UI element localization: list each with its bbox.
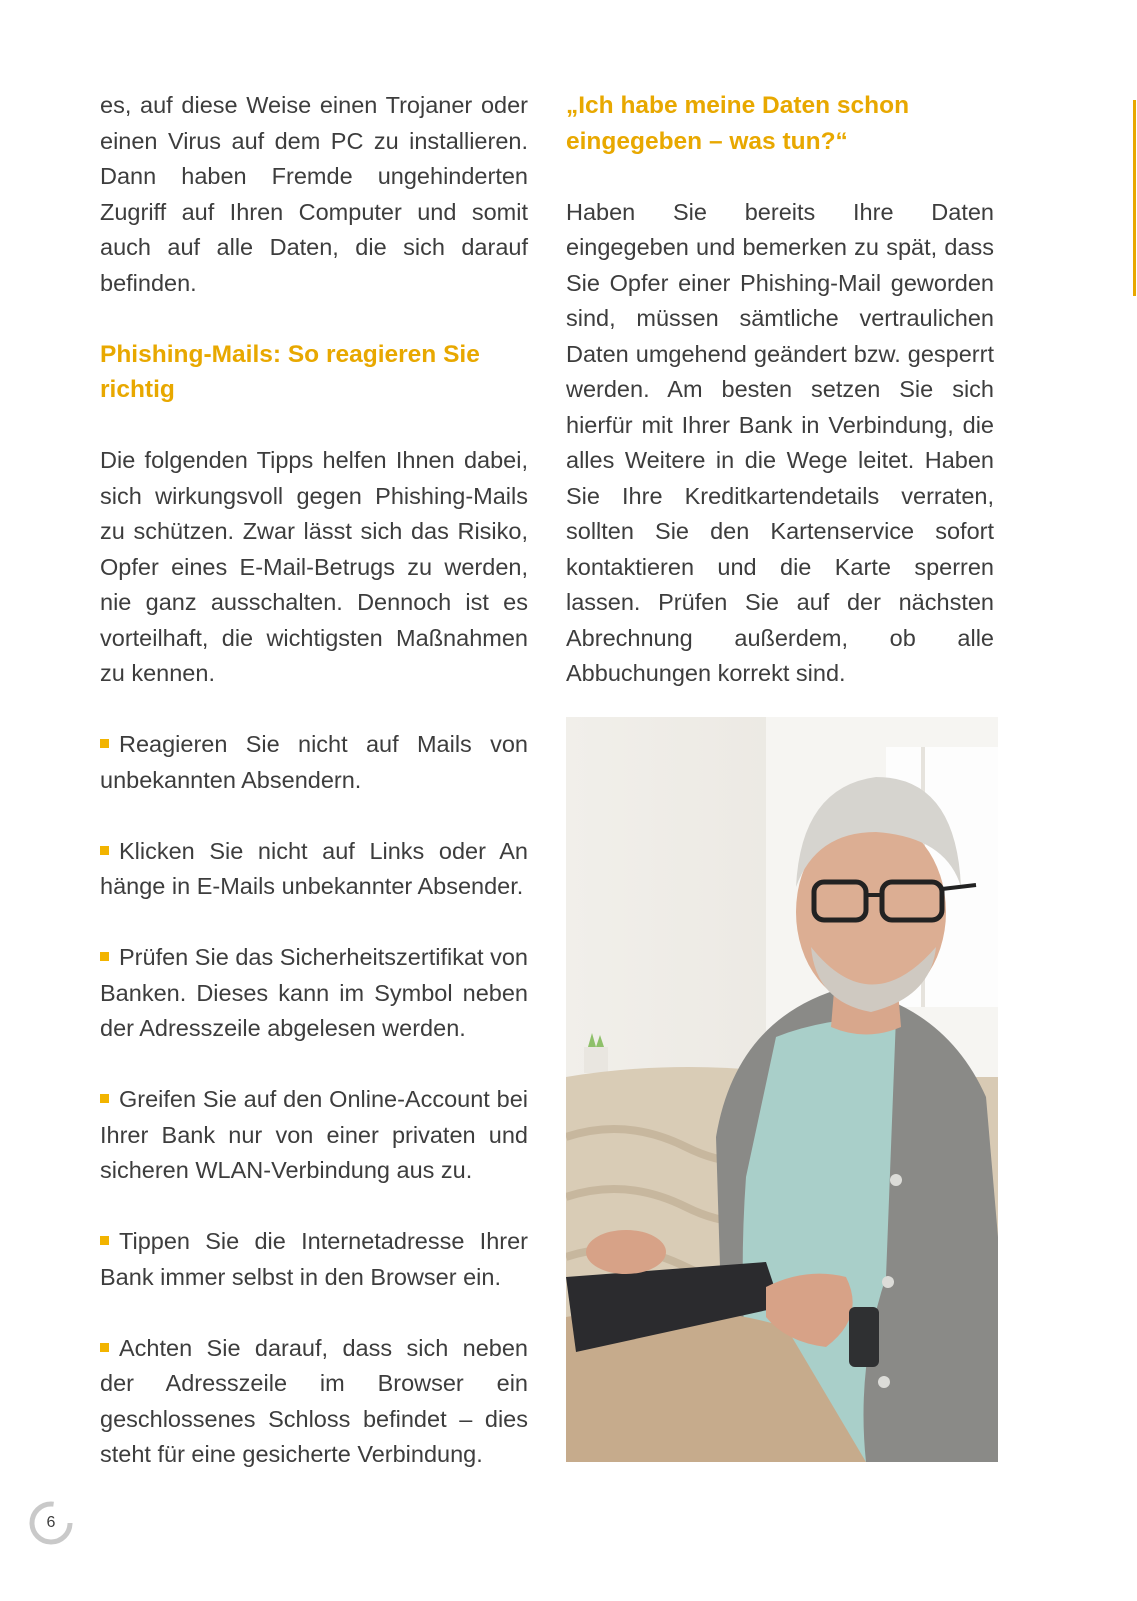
section-heading: Phishing-Mails: So reagieren Sie richtig — [100, 340, 480, 403]
tip-item: Reagieren Sie nicht auf Mails von unbekannten Absendern. — [100, 731, 528, 793]
right-heading: „Ich habe meine Daten schon eingegeben – was tun?“ — [566, 92, 910, 155]
bullet-icon — [100, 952, 109, 961]
tip-item: Achten Sie darauf, dass sich neben der Adresszeile im Browser ein geschlossenes Schloss befindet – dies steht für eine gesicherte Verbindung. — [100, 1334, 528, 1467]
tips-intro: Die folgenden Tipps helfen Ihnen dabei, sich wirkungsvoll gegen Phishing-Mails zu schützen. Zwar lässt sich das Risiko, Opfer eines E-Mail-Betrugs zu werden, nie ganz ausschalten. Dennoch ist es vorteilhaft, die wichtigsten Maßnahmen zu kennen. — [100, 447, 528, 686]
senior-man-with-tablet-photo — [566, 717, 998, 1462]
page-number: 6 — [46, 1514, 56, 1531]
intro-paragraph: es, auf diese Weise einen Trojaner oder einen Virus auf dem PC zu installieren. Dann haben Fremde ungehinderten Zugriff auf Ihren Computer und somit auch auf alle Daten, die sich darauf befinden. — [100, 92, 528, 296]
tip-item: Greifen Sie auf den Online-Account bei Ihrer Bank nur von einer privaten und sicheren WLAN-Verbindung aus zu. — [100, 1086, 528, 1183]
right-column — [566, 88, 994, 692]
left-column — [100, 88, 528, 1473]
tip-item: Prüfen Sie das Sicherheitszertifikat von Banken. Dieses kann im Symbol neben der Adresszeile abgelesen werden. — [100, 944, 528, 1041]
bullet-icon — [100, 739, 109, 748]
bullet-icon — [100, 1343, 109, 1352]
tip-item: Tippen Sie die Internetadresse Ihrer Bank immer selbst in den Browser ein. — [100, 1228, 528, 1290]
accent-bar — [1133, 100, 1136, 296]
bullet-icon — [100, 1094, 109, 1103]
right-paragraph: Haben Sie bereits Ihre Daten eingegeben und bemerken zu spät, dass Sie Opfer einer Phishing-Mail geworden sind, müssen sämtliche vertraulichen Daten umgehend geändert bzw. gesperrt werden. Am besten setzen Sie sich hierfür mit Ihrer Bank in Verbindung, die alles Weitere in die Wege leitet. Haben Sie Ihre Kreditkartendetails verraten, sollten Sie den Kartenservice sofort kontaktieren und die Karte sperren lassen. Prüfen Sie auf der nächsten Abrechnung außerdem, ob alle Abbuchungen korrekt sind. — [566, 198, 994, 686]
page-number-badge — [28, 1500, 74, 1546]
bullet-icon — [100, 1236, 109, 1245]
tip-item: Klicken Sie nicht auf Links oder An hänge in E-Mails unbekannter Absender. — [100, 837, 528, 899]
bullet-icon — [100, 846, 109, 855]
